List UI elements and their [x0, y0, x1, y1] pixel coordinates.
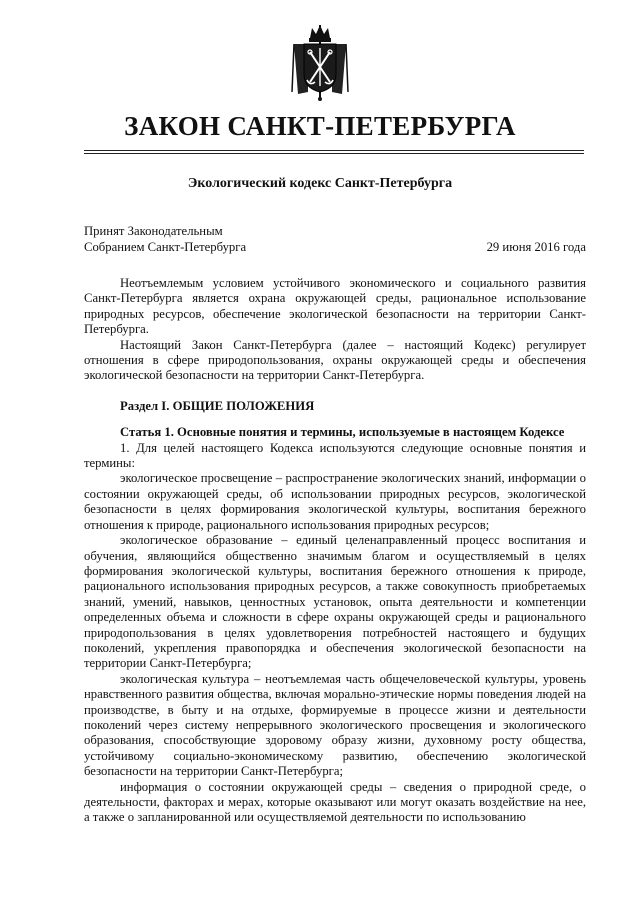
preamble-paragraph: Настоящий Закон Санкт-Петербурга (далее – настоящий Кодекс) регулирует отношения в сфере природопользования, охраны окружающей среды и обеспечения экологической безопасности на территории Санкт-Петербурга. [84, 337, 586, 383]
term-definition: информация о состоянии окружающей среды – сведения о природной среде, о деятельности, факторах и мерах, которые оказывают или могут оказать воздействие на нее, а также о запланированной или осуществляемой деятельности по использованию [84, 779, 586, 825]
term-definition: экологическое образование – единый целенаправленный процесс воспитания и обучения, являющийся общественно значимым благом и осуществляемый в целях формирования экологической культуры, воспитания бережного отношения к природе, рационального использования природных ресурсов, а также совокупность приобретаемых знаний, умений, навыков, ценностных установок, опыта деятельности и компетенции определенных объема и сложности в сфере охраны окружающей среды и рационального природопользования в целях удовлетворения потребностей настоящего и будущих поколений, укрепления правопорядка и обеспечения экологической безопасности на территории Санкт-Петербурга; [84, 533, 586, 671]
preamble-paragraph: Неотъемлемым условием устойчивого экономического и социального развития Санкт-Петербурга является охрана окружающей среды, рациональное использование природных ресурсов, обеспечение экологической безопасности на территории Санкт-Петербурга. [84, 276, 586, 337]
adoption-note [84, 223, 246, 255]
adoption-line-1: Принят Законодательным [84, 224, 223, 238]
term-definition: экологическая культура – неотъемлемая часть общечеловеческой культуры, уровень нравственного развития общества, включая морально-этические нормы поведения людей на производстве, в быту и на отдыхе, формируемые в процессе жизни и деятельности поколений через систему непрерывного экологического просвещения и экологического образования, способствующие здоровому образу жизни, духовному росту общества, устойчивому социально-экономическому развитию, обеспечению экологической безопасности на территории Санкт-Петербурга; [84, 671, 586, 779]
document-title: Экологический кодекс Санкт-Петербурга [187, 176, 453, 191]
term-definition: экологическое просвещение – распространение экологических знаний, информации о состоянии окружающей среды, об использовании природных ресурсов, экологической безопасности в целях формирования экологической культуры, воспитания бережного отношения к природе, рационального использования природных ресурсов; [84, 471, 586, 532]
saint-petersburg-coat-of-arms-icon [288, 22, 352, 102]
article-heading: Статья 1. Основные понятия и термины, используемые в настоящем Кодексе [120, 425, 565, 440]
article-paragraph: 1. Для целей настоящего Кодекса используются следующие основные понятия и термины: [84, 440, 586, 471]
section-heading: Раздел I. ОБЩИЕ ПОЛОЖЕНИЯ [120, 398, 315, 413]
adoption-line-2: Собранием Санкт-Петербурга [84, 240, 247, 254]
title-divider-top [84, 150, 584, 151]
adoption-date: 29 июня 2016 года [486, 240, 586, 254]
title-divider-bottom [84, 153, 584, 154]
law-title: ЗАКОН САНКТ-ПЕТЕРБУРГА [124, 111, 516, 141]
document-body [84, 276, 586, 826]
